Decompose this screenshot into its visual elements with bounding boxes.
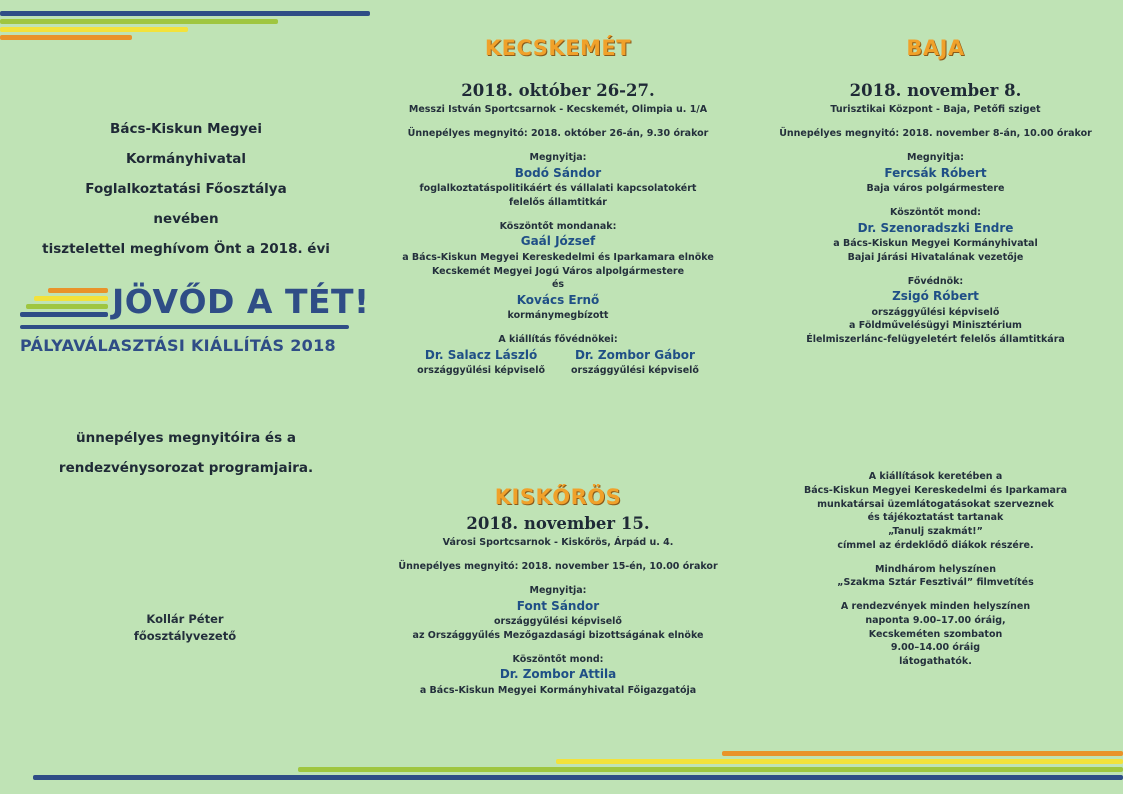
notes-line-2: Bács-Kiskun Megyei Kereskedelmi és Iparkamara	[803, 484, 1068, 496]
org-line-2: Kormányhivatal	[125, 151, 247, 167]
baja-greeter-role-2: Bajai Járási Hivatalának vezetője	[847, 251, 1024, 263]
org-line-4: nevében	[153, 211, 219, 227]
logo-underline	[20, 325, 349, 329]
kecskemet-opener-role-2: felelős államtitkár	[508, 196, 607, 208]
baja-opener-name: Fercsák Róbert	[884, 165, 987, 180]
top-stripe-green	[0, 19, 278, 24]
kiskoros-opening: Ünnepélyes megnyitó: 2018. november 15-én, 10.00 órakor	[398, 561, 718, 573]
kiskoros-greeter-name: Dr. Zombor Attila	[499, 667, 617, 682]
top-stripe-orange	[0, 35, 132, 40]
purpose-text	[0, 423, 372, 483]
bottom-stripe-navy	[33, 775, 1123, 780]
logo-stripe-orange	[48, 288, 108, 293]
signature-block	[92, 611, 278, 644]
patron-1	[417, 347, 545, 378]
kiskoros-opener-name: Font Sándor	[516, 598, 600, 613]
kecskemet-opener-label: Megnyitja:	[529, 151, 587, 163]
kiskoros-opener-role-1: országgyűlési képviselő	[494, 616, 622, 628]
notes-line-6: címmel az érdeklődő diákok részére.	[837, 539, 1034, 551]
kecskemet-section	[380, 33, 736, 378]
notes-section	[748, 470, 1123, 669]
baja-patron-name: Zsigó Róbert	[892, 289, 979, 304]
kecskemet-greeter-1-role-1: a Bács-Kiskun Megyei Kereskedelmi és Iparkamara elnöke	[402, 251, 714, 263]
kiskoros-venue: Városi Sportcsarnok - Kiskőrös, Árpád u. 4.	[442, 537, 674, 549]
baja-patron-role-2: a Földművelésügyi Minisztérium	[849, 320, 1022, 332]
notes-line-7: Mindhárom helyszínen	[875, 563, 996, 575]
baja-opening: Ünnepélyes megnyitó: 2018. november 8-án, 10.00 órakor	[779, 128, 1092, 140]
kiskoros-greeter-role: a Bács-Kiskun Megyei Kormányhivatal Főigazgatója	[419, 684, 697, 696]
notes-line-1: A kiállítások keretében a	[868, 471, 1003, 482]
notes-line-9: A rendezvények minden helyszínen	[840, 601, 1031, 613]
kecskemet-date: 2018. október 26-27.	[461, 81, 655, 101]
org-line-1: Bács-Kiskun Megyei	[110, 121, 262, 137]
patron-2	[571, 347, 699, 378]
baja-section	[748, 33, 1123, 347]
logo-stripe-navy	[20, 312, 108, 317]
logo-stripe-green	[26, 304, 108, 309]
kiskoros-opener-role-2: az Országgyűlés Mezőgazdasági bizottságának elnöke	[412, 629, 704, 641]
invite-line: tisztelettel meghívom Önt a 2018. évi	[42, 241, 330, 257]
kecskemet-and: és	[551, 279, 565, 291]
baja-greeter-label: Köszöntőt mond:	[890, 206, 981, 218]
kecskemet-city-title: KECSKEMÉT	[484, 36, 632, 60]
kecskemet-opener-role-1: foglalkoztatáspolitikáért és vállalati kapcsolatokért	[419, 183, 697, 195]
signer-name: Kollár Péter	[146, 612, 224, 626]
patron-2-role: országgyűlési képviselő	[571, 365, 699, 377]
signer-title: főosztályvezető	[133, 628, 237, 643]
kiskoros-section	[380, 482, 736, 698]
org-line-3: Foglalkoztatási Főosztálya	[85, 181, 287, 197]
baja-patron-role-3: Élelmiszerlánc-felügyeletért felelős államtitkára	[806, 334, 1065, 346]
baja-patron-role-1: országgyűlési képviselő	[871, 306, 1000, 318]
notes-line-3: munkatársai üzemlátogatásokat szerveznek	[817, 498, 1054, 510]
notes-line-8: „Szakma Sztár Fesztivál” filmvetítés	[837, 577, 1034, 589]
top-stripe-yellow	[0, 27, 188, 32]
logo-title: JÖVŐD A TÉT!	[112, 282, 370, 321]
notes-line-11: Kecskeméten szombaton	[868, 628, 1003, 640]
baja-date: 2018. november 8.	[849, 81, 1022, 101]
baja-opener-role: Baja város polgármestere	[866, 183, 1005, 195]
patron-1-role: országgyűlési képviselő	[417, 365, 545, 377]
kecskemet-greeter-2-name: Kovács Ernő	[516, 293, 600, 308]
notes-line-12: 9.00–14.00 óráig	[890, 642, 981, 654]
bottom-stripe-yellow	[556, 759, 1123, 764]
bottom-stripe-green	[298, 767, 1123, 772]
kecskemet-opening: Ünnepélyes megnyitó: 2018. október 26-án, 9.30 órakor	[407, 128, 709, 140]
baja-opener-label: Megnyitja:	[907, 151, 964, 163]
kecskemet-greeters-label: Köszöntőt mondanak:	[499, 220, 617, 232]
purpose-line-1: ünnepélyes megnyitóira és a	[76, 430, 296, 446]
kecskemet-opener-name: Bodó Sándor	[514, 165, 602, 180]
bottom-stripe-orange	[722, 751, 1123, 756]
patron-2-name: Dr. Zombor Gábor	[574, 347, 695, 362]
kecskemet-greeter-1-name: Gaál József	[520, 234, 596, 249]
notes-line-10: naponta 9.00–17.00 óráig,	[865, 614, 1006, 626]
purpose-line-2: rendezvénysorozat programjaira.	[58, 460, 314, 476]
kecskemet-venue: Messzi István Sportcsarnok - Kecskemét, Olimpia u. 1/A	[408, 104, 708, 116]
baja-patron-label: Fővédnök:	[907, 275, 964, 287]
invitation-panel	[0, 114, 372, 264]
patron-1-name: Dr. Salacz László	[424, 347, 538, 362]
baja-city-title: BAJA	[906, 36, 965, 60]
kiskoros-opener-label: Megnyitja:	[529, 584, 587, 596]
top-stripe-navy	[0, 11, 370, 16]
kiskoros-city-title: KISKŐRÖS	[494, 485, 622, 509]
kiskoros-date: 2018. november 15.	[466, 514, 650, 534]
kecskemet-patrons	[380, 347, 736, 378]
baja-greeter-role-1: a Bács-Kiskun Megyei Kormányhivatal	[833, 237, 1038, 249]
kecskemet-patrons-label: A kiállítás fővédnökei:	[498, 334, 618, 346]
logo-subtitle: PÁLYAVÁLASZTÁSI KIÁLLÍTÁS 2018	[20, 336, 336, 355]
kecskemet-greeter-2-role: kormánymegbízott	[507, 310, 609, 322]
kecskemet-greeter-1-role-2: Kecskemét Megyei Jogú Város alpolgármestere	[431, 265, 685, 277]
logo-stripe-yellow	[34, 296, 108, 301]
notes-line-4: és tájékoztatást tartanak	[867, 512, 1004, 524]
notes-line-5: „Tanulj szakmát!”	[888, 526, 983, 538]
baja-greeter-name: Dr. Szenoradszki Endre	[857, 220, 1014, 235]
notes-line-13: látogathatók.	[899, 656, 972, 668]
kiskoros-greeter-label: Köszöntőt mond:	[512, 653, 604, 665]
event-logo	[20, 282, 370, 364]
baja-venue: Turisztikai Központ - Baja, Petőfi sziget	[830, 104, 1041, 116]
